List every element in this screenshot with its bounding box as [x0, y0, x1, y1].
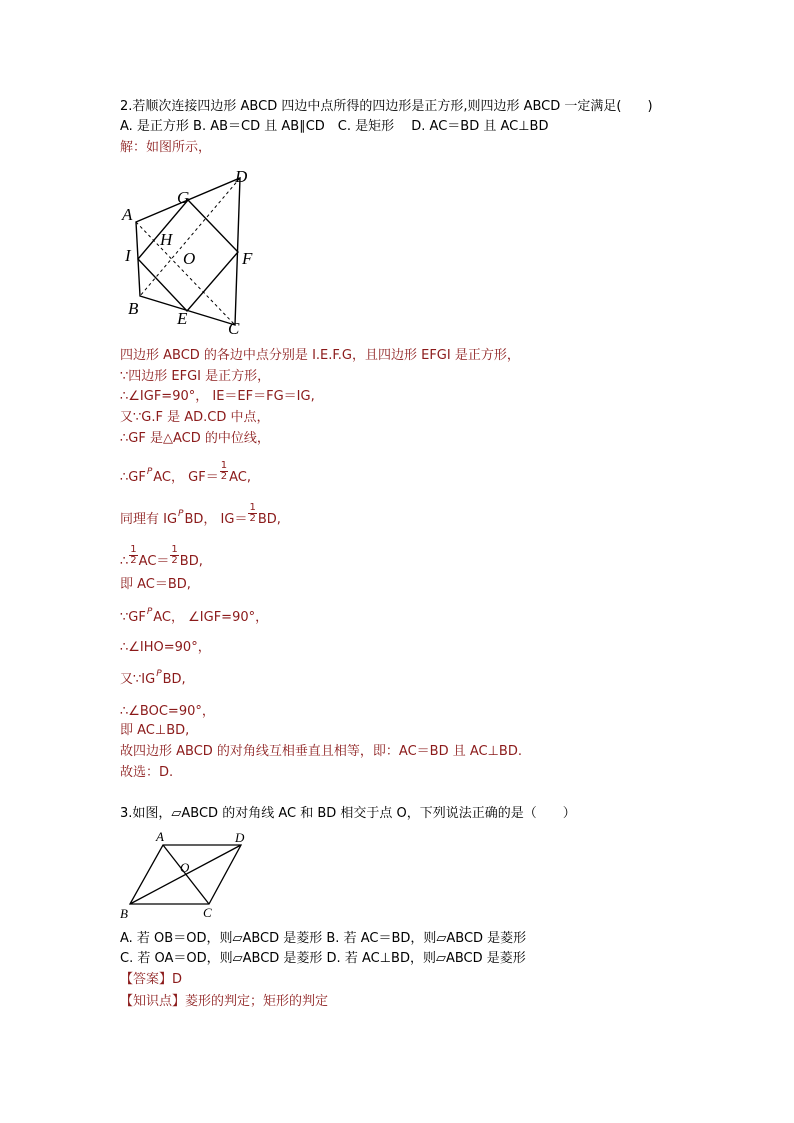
q2-step-6-a: ∴GF	[120, 470, 146, 485]
q2-step-4: 又∵G.F 是 AD.CD 中点，	[120, 410, 270, 425]
q2-options: A. 是正方形 B. AB＝CD 且 AB∥CD C. 是矩形 D. AC＝BD 且 AC⊥BD	[120, 119, 549, 134]
q2-step-10	[120, 609, 268, 628]
label-f: F	[242, 249, 253, 268]
q2-step-6-c: AC,	[229, 470, 251, 485]
fraction-denominator: 2	[171, 555, 178, 566]
q2-step-7	[120, 502, 281, 530]
label-g: G	[177, 188, 190, 207]
q2-step-7-b: BD， IG＝	[184, 512, 248, 527]
q2-step-6-b: AC， GF＝	[153, 470, 219, 485]
q2-step-12	[120, 671, 186, 690]
fraction-half	[129, 545, 137, 566]
q2-step-11: ∴∠IHO=90°，	[120, 640, 211, 655]
q2-step-13: ∴∠BOC=90°，	[120, 704, 215, 719]
label-a: A	[122, 205, 133, 224]
q2-step-10-b: AC， ∠IGF=90°，	[153, 610, 269, 625]
fraction-denominator: 2	[130, 555, 137, 566]
q3-options-row-1: A. 若 OB＝OD，则▱ABCD 是菱形 B. 若 AC＝BD，则▱ABCD 是菱形	[120, 931, 527, 946]
parallel-mark: P	[178, 509, 184, 519]
parallel-mark: P	[146, 607, 153, 617]
parallel-mark: P	[146, 467, 153, 477]
fraction-half	[220, 461, 228, 482]
label-b: B	[120, 906, 128, 921]
q2-step-8-b: AC＝	[138, 554, 170, 569]
q2-step-9: 即 AC＝BD,	[120, 577, 191, 592]
quadrilateral-figure	[118, 164, 268, 336]
q3-knowledge-point: 【知识点】菱形的判定；矩形的判定	[120, 994, 329, 1009]
q2-step-8-c: BD,	[179, 554, 203, 569]
fraction-numerator: 1	[220, 460, 228, 471]
q2-conclusion: 故四边形 ABCD 的对角线互相垂直且相等，即：AC＝BD 且 AC⊥BD.	[120, 744, 522, 759]
parallel-mark: P	[156, 669, 162, 679]
fraction-numerator: 1	[171, 544, 178, 555]
label-o: O	[183, 249, 196, 268]
q2-step-6	[120, 460, 251, 488]
q3-answer: 【答案】D	[120, 972, 183, 987]
q2-step-2: ∵四边形 EFGI 是正方形，	[120, 369, 271, 384]
fraction-denominator: 2	[249, 513, 256, 524]
label-b: B	[128, 299, 139, 318]
label-d: D	[235, 167, 248, 186]
q2-step-1: 四边形 ABCD 的各边中点分别是 I.E.F.G，且四边形 EFGI 是正方形，	[120, 348, 520, 363]
label-h: H	[160, 230, 173, 249]
q2-step-12-b: BD,	[162, 672, 186, 687]
fraction-half	[248, 503, 256, 524]
fraction-numerator: 1	[249, 502, 256, 513]
q2-step-10-a: ∵GF	[120, 610, 146, 625]
label-a: A	[156, 829, 164, 844]
q3-stem: 3.如图，▱ABCD 的对角线 AC 和 BD 相交于点 O，下列说法正确的是（ ）	[120, 806, 576, 821]
label-c: C	[228, 319, 240, 336]
label-i: I	[125, 246, 131, 265]
q2-choice: 故选：D.	[120, 765, 174, 780]
label-e: E	[177, 309, 188, 328]
q2-solution-intro: 解：如图所示，	[120, 140, 212, 155]
label-c: C	[203, 905, 212, 920]
parallelogram-figure	[115, 828, 255, 922]
fraction-numerator: 1	[130, 544, 137, 555]
q2-step-8-a: ∴	[120, 554, 129, 569]
fraction-denominator: 2	[220, 471, 228, 482]
label-o: O	[180, 860, 190, 875]
q2-step-7-c: BD,	[257, 512, 281, 527]
q2-step-12-a: 又∵IG	[120, 672, 156, 687]
q2-step-5: ∴GF 是△ACD 的中位线，	[120, 431, 270, 446]
label-d: D	[235, 830, 245, 845]
q2-step-8	[120, 544, 203, 572]
q2-stem: 2.若顺次连接四边形 ABCD 四边中点所得的四边形是正方形,则四边形 ABCD 一定满足( )	[120, 99, 653, 114]
q2-step-7-a: 同理有 IG	[120, 512, 178, 527]
q2-step-14: 即 AC⊥BD,	[120, 723, 190, 738]
fraction-half	[170, 545, 178, 566]
q2-step-3: ∴∠IGF=90°， IE＝EF＝FG＝IG,	[120, 389, 315, 404]
q3-options-row-2: C. 若 OA＝OD，则▱ABCD 是菱形 D. 若 AC⊥BD，则▱ABCD 是菱形	[120, 951, 526, 966]
